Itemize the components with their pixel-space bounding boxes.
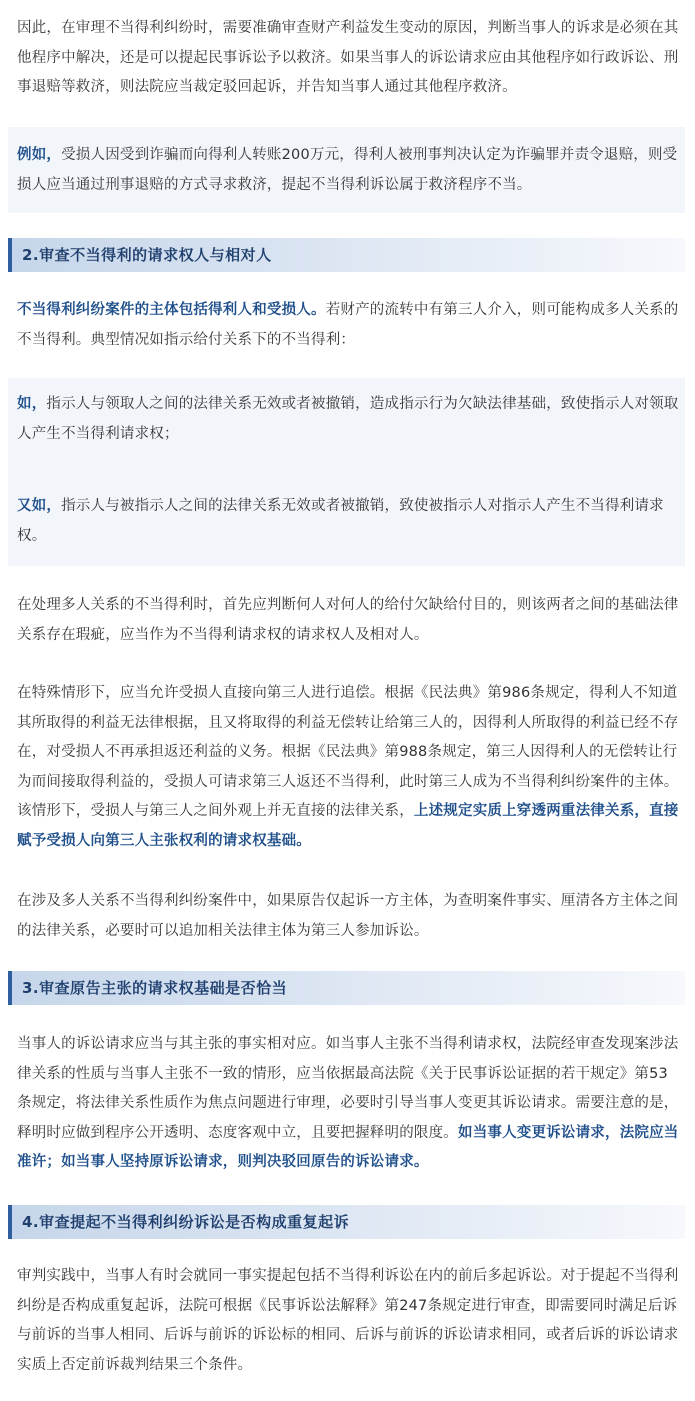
example-a-text: 指示人与领取人之间的法律关系无效或者被撤销，造成指示行为欠缺法律基础，致使指示人对领取人产生不当得利请求权； [17, 396, 679, 442]
section-2-paragraph-4 [17, 887, 679, 946]
section-2-p3-text: 在特殊情形下，应当允许受损人直接向第三人进行追偿。根据《民法典》第986条规定，得利人不知道其所取得的利益无法律根据，且又将取得的利益无偿转让给第三人的，因得利人所取得的利益已经不存在，对受损人不再承担返还利益的义务。根据《民法典》第988条规定，第三人因得利人的无偿转让行为而间接取得利益的，受损人可请求第三人返还不当得利，此时第三人成为不当得利纠纷案件的主体。该情形下，受损人与第三人之间外观上并无直接的法律关系， [17, 685, 679, 819]
intro-paragraph [17, 14, 679, 103]
indication-examples-box [8, 378, 685, 566]
example-b-text: 指示人与被指示人之间的法律关系无效或者被撤销，致使被指示人对指示人产生不当得利请求权。 [17, 498, 664, 544]
section-3-title: 3.审查原告主张的请求权基础是否恰当 [22, 979, 288, 997]
section-4-title: 4.审查提起不当得利纠纷诉讼是否构成重复起诉 [22, 1213, 350, 1231]
section-2-paragraph-3 [17, 679, 679, 856]
section-2-p2-text: 在处理多人关系的不当得利时，首先应判断何人对何人的给付欠缺给付目的，则该两者之间的基础法律关系存在瑕疵，应当作为不当得利请求权的请求权人及相对人。 [17, 597, 679, 643]
section-2-title: 2.审查不当得利的请求权人与相对人 [22, 246, 272, 264]
section-3-p1-bold: 如当事人变更诉讼请求，法院应当准许；如当事人坚持原诉讼请求，则判决驳回原告的诉讼请求。 [17, 1124, 679, 1170]
example-lead: 例如， [17, 147, 62, 163]
section-3-p1-text: 当事人的诉讼请求应当与其主张的事实相对应。如当事人主张不当得利请求权，法院经审查发现案涉法律关系的性质与当事人主张不一致的情形，应当依据最高法院《关于民事诉讼证据的若干规定》第53条规定，将法律关系性质作为焦点问题进行审理，必要时引导当事人变更其诉讼请求。需要注意的是，释明时应做到程序公开透明、态度客观中立，且要把握释明的限度。 [17, 1036, 679, 1141]
example-text: 受损人因受到诈骗而向得利人转账200万元，得利人被刑事判决认定为诈骗罪并责令退赔，则受损人应当通过刑事退赔的方式寻求救济，提起不当得利诉讼属于救济程序不当。 [17, 147, 678, 193]
example-paragraph [17, 141, 679, 200]
example-b-lead: 又如， [17, 498, 62, 514]
section-2-p1-text: 若财产的流转中有第三人介入，则可能构成多人关系的不当得利。典型情况如指示给付关系下的不当得利： [17, 302, 679, 348]
section-2-p3-bold: 上述规定实质上穿透两重法律关系，直接赋予受损人向第三人主张权利的请求权基础。 [17, 803, 679, 849]
example-a-paragraph [17, 390, 679, 449]
section-4-heading [8, 1205, 685, 1239]
example-b-paragraph [17, 492, 679, 551]
section-2-paragraph-2 [17, 591, 679, 650]
section-4-paragraph-1 [17, 1262, 679, 1380]
intro-text: 因此，在审理不当得利纠纷时，需要准确审查财产利益发生变动的原因，判断当事人的诉求是必须在其他程序中解决，还是可以提起民事诉讼予以救济。如果当事人的诉讼请求应由其他程序如行政诉讼、刑事退赔等救济，则法院应当裁定驳回起诉，并告知当事人通过其他程序救济。 [17, 20, 679, 95]
section-3-heading [8, 971, 685, 1005]
section-4-p1-text: 审判实践中，当事人有时会就同一事实提起包括不当得利诉讼在内的前后多起诉讼。对于提起不当得利纠纷是否构成重复起诉，法院可根据《民事诉讼法解释》第247条规定进行审查，即需要同时满足后诉与前诉的当事人相同、后诉与前诉的诉讼标的相同、后诉与前诉的诉讼请求相同，或者后诉的诉讼请求实质上否定前诉裁判结果三个条件。 [17, 1268, 679, 1373]
example-box [8, 127, 685, 213]
section-2-p4-text: 在涉及多人关系不当得利纠纷案件中，如果原告仅起诉一方主体，为查明案件事实、厘清各方主体之间的法律关系，必要时可以追加相关法律主体为第三人参加诉讼。 [17, 893, 679, 939]
section-2-lead-bold: 不当得利纠纷案件的主体包括得利人和受损人。 [17, 302, 326, 318]
example-a-lead: 如， [17, 396, 47, 412]
section-2-heading [8, 238, 685, 272]
section-2-paragraph-1 [17, 296, 679, 355]
section-3-paragraph-1 [17, 1030, 679, 1178]
